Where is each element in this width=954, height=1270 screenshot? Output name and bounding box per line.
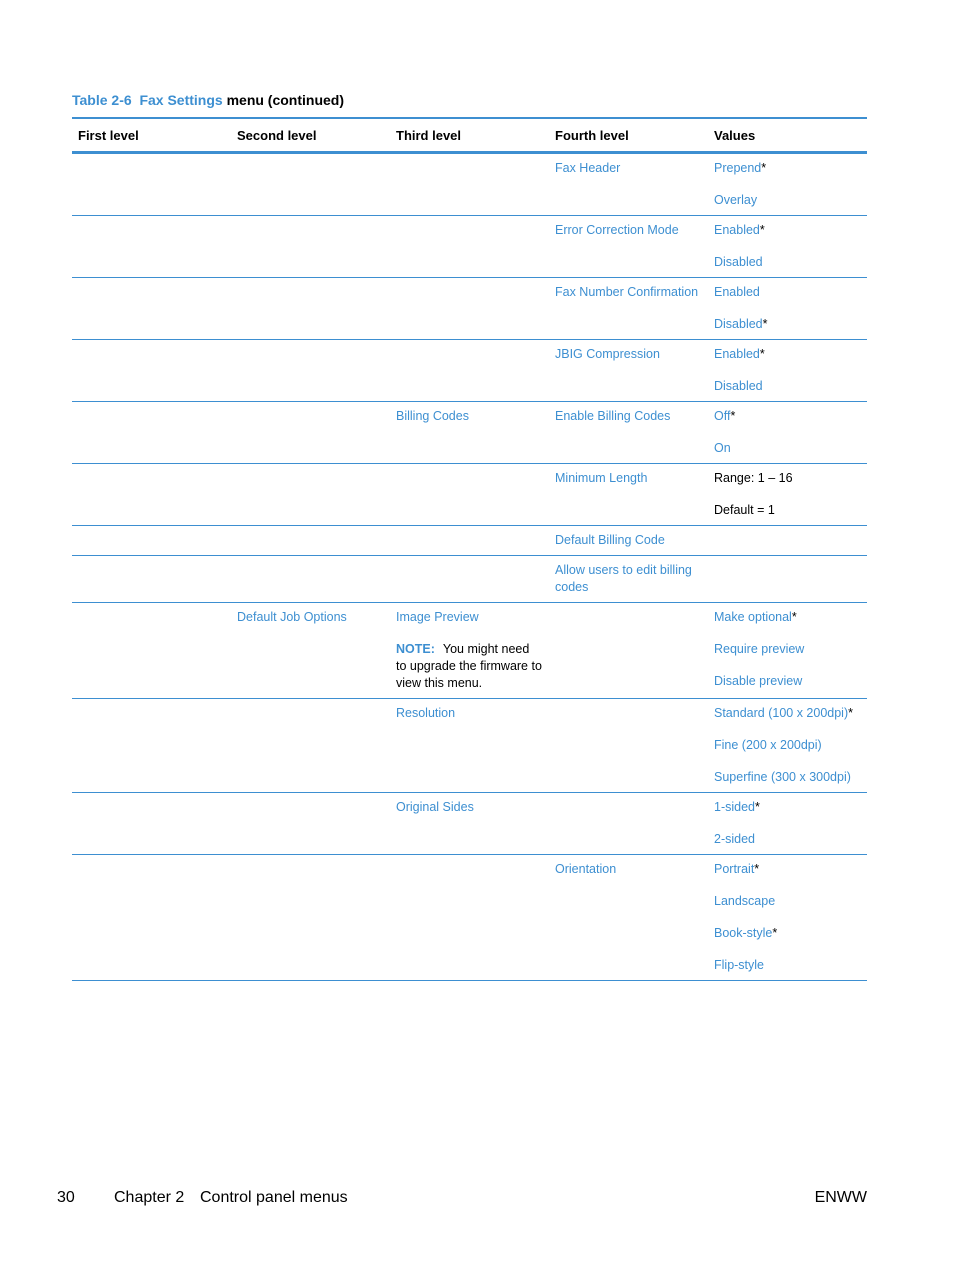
value-item: [714, 705, 861, 722]
fourth-level-link[interactable]: JBIG Compression: [555, 347, 660, 361]
default-marker: *: [762, 317, 768, 331]
value-item: [714, 160, 861, 177]
table-row: [72, 603, 867, 699]
cell-fourth-level: [549, 216, 708, 278]
value-item: [714, 378, 861, 395]
fourth-level-link[interactable]: Fax Header: [555, 161, 621, 175]
value-link[interactable]: Flip-style: [714, 958, 765, 972]
table-row: [72, 699, 867, 793]
cell-first-level: [72, 278, 231, 340]
cell-first-level: [72, 699, 231, 793]
cell-second-level: [231, 793, 390, 855]
cell-third-level: [390, 340, 549, 402]
cell-first-level: [72, 526, 231, 556]
third-level-link[interactable]: Resolution: [396, 706, 456, 720]
cell-second-level: [231, 855, 390, 981]
table-row: [72, 855, 867, 981]
cell-fourth-level: [549, 556, 708, 603]
value-link[interactable]: Disabled: [714, 317, 763, 331]
cell-fourth-level: [549, 793, 708, 855]
value-item: [714, 254, 861, 271]
cell-second-level: [231, 153, 390, 216]
chapter-title: Control panel menus: [200, 1189, 348, 1206]
cell-first-level: [72, 603, 231, 699]
table-row: [72, 153, 867, 216]
value-link[interactable]: Off: [714, 409, 731, 423]
cell-second-level: [231, 556, 390, 603]
fourth-level-link[interactable]: Fax Number Confirmation: [555, 285, 699, 299]
table-header-row: [72, 118, 867, 153]
value-link[interactable]: Fine (200 x 200dpi): [714, 738, 822, 752]
value-item: [714, 957, 861, 974]
value-link[interactable]: Enabled: [714, 285, 760, 299]
table-row: [72, 216, 867, 278]
default-marker: *: [759, 347, 765, 361]
cell-third-level: [390, 699, 549, 793]
caption-suffix: menu (continued): [226, 92, 345, 108]
value-item: [714, 831, 861, 848]
value-item: [714, 346, 861, 363]
table-row: [72, 793, 867, 855]
cell-values: [708, 699, 867, 793]
third-level-link[interactable]: Image Preview: [396, 610, 479, 624]
value-item: [714, 737, 861, 754]
cell-first-level: [72, 793, 231, 855]
cell-third-level: [390, 855, 549, 981]
cell-fourth-level: [549, 402, 708, 464]
cell-second-level: [231, 464, 390, 526]
table-row: [72, 340, 867, 402]
value-link[interactable]: Require preview: [714, 642, 805, 656]
second-level-link[interactable]: Default Job Options: [237, 610, 347, 624]
table-number: Table 2-6: [72, 92, 132, 108]
cell-fourth-level: [549, 464, 708, 526]
fourth-level-link[interactable]: Allow users to edit billing codes: [555, 563, 692, 594]
cell-second-level: [231, 699, 390, 793]
cell-fourth-level: [549, 153, 708, 216]
cell-third-level: [390, 793, 549, 855]
value-item: [714, 284, 861, 301]
value-item: [714, 408, 861, 425]
value-link[interactable]: Standard (100 x 200dpi): [714, 706, 849, 720]
table-row: [72, 402, 867, 464]
value-link[interactable]: Disabled: [714, 379, 763, 393]
cell-first-level: [72, 402, 231, 464]
default-marker: *: [754, 862, 760, 876]
value-item: [714, 222, 861, 239]
cell-values: [708, 216, 867, 278]
cell-first-level: [72, 216, 231, 278]
cell-third-level: [390, 464, 549, 526]
cell-second-level: [231, 278, 390, 340]
cell-values: [708, 793, 867, 855]
cell-second-level: [231, 526, 390, 556]
cell-values: [708, 603, 867, 699]
default-marker: *: [772, 926, 778, 940]
value-link[interactable]: Disabled: [714, 255, 763, 269]
cell-third-level: [390, 278, 549, 340]
header-first-level: First level: [78, 128, 139, 143]
cell-fourth-level: [549, 855, 708, 981]
cell-third-level: [390, 526, 549, 556]
value-item: [714, 192, 861, 209]
cell-first-level: [72, 556, 231, 603]
value-item: [714, 861, 861, 878]
default-marker: *: [730, 409, 736, 423]
value-link[interactable]: 2-sided: [714, 832, 755, 846]
value-text: Default = 1: [714, 503, 775, 517]
fourth-level-link[interactable]: Error Correction Mode: [555, 223, 679, 237]
value-item: [714, 316, 861, 333]
value-link[interactable]: Superfine (300 x 300dpi): [714, 770, 851, 784]
cell-third-level: [390, 402, 549, 464]
cell-second-level: [231, 603, 390, 699]
header-fourth-level: Fourth level: [555, 128, 629, 143]
page-number: 30: [57, 1189, 75, 1206]
cell-second-level: [231, 402, 390, 464]
note-block: [396, 641, 543, 692]
third-level-link[interactable]: Billing Codes: [396, 409, 469, 423]
cell-values: [708, 278, 867, 340]
cell-values: [708, 526, 867, 556]
default-marker: *: [848, 706, 853, 720]
cell-third-level: [390, 153, 549, 216]
header-third-level: Third level: [396, 128, 462, 143]
menu-name-link[interactable]: Fax Settings: [139, 92, 223, 108]
table-row: [72, 278, 867, 340]
table-row: [72, 556, 867, 603]
table-caption: [72, 92, 344, 108]
header-values: Values: [714, 128, 756, 143]
value-item: [714, 609, 861, 626]
header-second-level: Second level: [237, 128, 317, 143]
table-row: [72, 526, 867, 556]
value-link[interactable]: Portrait: [714, 862, 755, 876]
note-text: You might need to upgrade the firmware to view this menu.: [396, 642, 542, 690]
cell-second-level: [231, 216, 390, 278]
value-link[interactable]: Make optional: [714, 610, 792, 624]
cell-first-level: [72, 153, 231, 216]
value-link[interactable]: On: [714, 441, 731, 455]
fax-settings-table: [72, 117, 867, 981]
cell-values: [708, 464, 867, 526]
value-link[interactable]: Prepend: [714, 161, 762, 175]
cell-values: [708, 340, 867, 402]
default-marker: *: [791, 610, 797, 624]
value-link[interactable]: 1-sided: [714, 800, 755, 814]
fourth-level-link[interactable]: Orientation: [555, 862, 617, 876]
value-item: [714, 925, 861, 942]
value-item: [714, 769, 861, 786]
value-link[interactable]: Overlay: [714, 193, 758, 207]
cell-values: [708, 556, 867, 603]
default-marker: *: [761, 161, 767, 175]
default-marker: *: [759, 223, 765, 237]
cell-fourth-level: [549, 340, 708, 402]
cell-fourth-level: [549, 603, 708, 699]
cell-values: [708, 153, 867, 216]
value-link[interactable]: Disable preview: [714, 674, 803, 688]
chapter-label: Chapter 2: [114, 1189, 185, 1206]
value-link[interactable]: Landscape: [714, 894, 776, 908]
fourth-level-link[interactable]: Default Billing Code: [555, 533, 665, 547]
value-item: [714, 641, 861, 658]
value-link[interactable]: Enabled: [714, 347, 760, 361]
value-item: [714, 893, 861, 910]
note-label: NOTE:: [396, 642, 435, 656]
third-level-link[interactable]: Original Sides: [396, 800, 474, 814]
default-marker: *: [755, 800, 760, 814]
cell-third-level: [390, 556, 549, 603]
cell-fourth-level: [549, 278, 708, 340]
fourth-level-link[interactable]: Minimum Length: [555, 471, 648, 485]
cell-fourth-level: [549, 526, 708, 556]
cell-values: [708, 402, 867, 464]
value-item: [714, 673, 861, 690]
value-text: Range: 1 – 16: [714, 471, 793, 485]
value-item: [714, 799, 861, 816]
value-item: [714, 440, 861, 457]
cell-third-level: [390, 216, 549, 278]
cell-third-level: [390, 603, 549, 699]
table-row: [72, 464, 867, 526]
doc-code: ENWW: [814, 1189, 867, 1206]
cell-values: [708, 855, 867, 981]
cell-first-level: [72, 464, 231, 526]
value-link[interactable]: Enabled: [714, 223, 760, 237]
fourth-level-link[interactable]: Enable Billing Codes: [555, 409, 671, 423]
cell-first-level: [72, 340, 231, 402]
cell-first-level: [72, 855, 231, 981]
cell-fourth-level: [549, 699, 708, 793]
cell-second-level: [231, 340, 390, 402]
value-link[interactable]: Book-style: [714, 926, 773, 940]
